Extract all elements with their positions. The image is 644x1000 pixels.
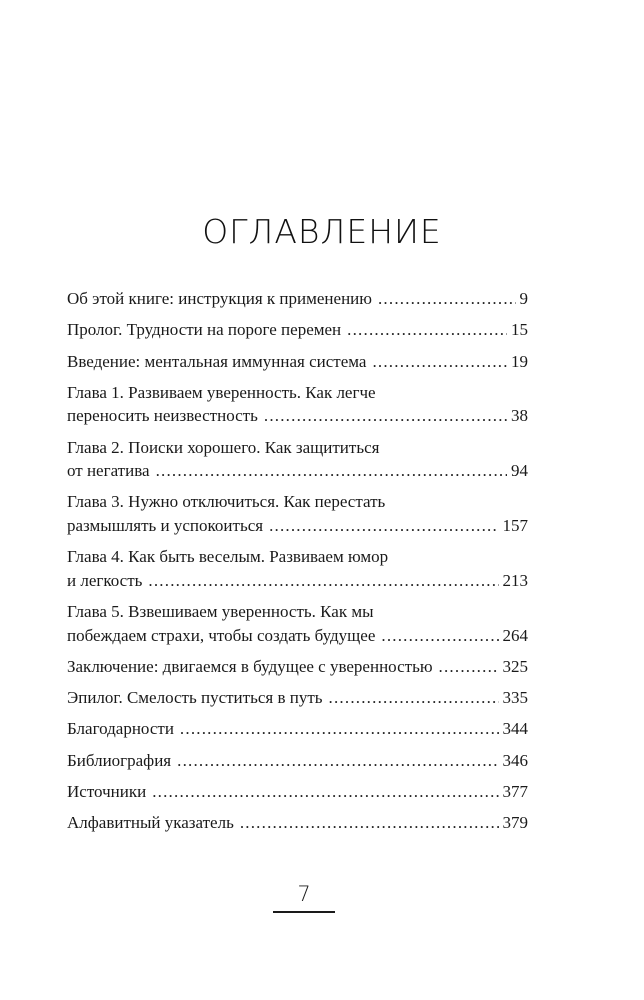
- toc-entry-page: 157: [502, 515, 528, 535]
- dot-leader: [148, 569, 498, 593]
- toc-entry-page: 344: [502, 719, 528, 739]
- dot-leader: [378, 287, 516, 311]
- toc-entry-page: 377: [502, 782, 528, 802]
- toc-entry-title: и легкость: [67, 570, 143, 590]
- toc-entry-title: Эпилог. Смелость пуститься в путь: [67, 688, 323, 708]
- toc-entry-title: Заключение: двигаемся в будущее с уверенностью: [67, 656, 433, 676]
- toc-entry-page: 19: [511, 351, 528, 371]
- dot-leader: [264, 404, 507, 428]
- toc-entry: [67, 717, 528, 741]
- toc-entry-title-line1: Глава 2. Поиски хорошего. Как защититься: [67, 437, 380, 457]
- toc-entry-title: Введение: ментальная иммунная система: [67, 351, 367, 371]
- dot-leader: [156, 459, 507, 483]
- toc-entry-page: 38: [511, 406, 528, 426]
- toc-entry-title: Пролог. Трудности на пороге перемен: [67, 320, 342, 340]
- toc-entry-title: Алфавитный указатель: [67, 813, 234, 833]
- toc-entry: [67, 490, 528, 537]
- toc-entry-page: 325: [502, 656, 528, 676]
- toc-entry: [67, 381, 528, 428]
- toc-entry-title: Благодарности: [67, 719, 174, 739]
- page-number: 7: [297, 882, 311, 906]
- toc-entry-page: 213: [502, 570, 528, 590]
- toc-entry-title-line1: Глава 4. Как быть веселым. Развиваем юмор: [67, 547, 389, 567]
- toc-entry: [67, 686, 528, 710]
- toc-entry-title: побеждаем страхи, чтобы создать будущее: [67, 625, 376, 645]
- dot-leader: [269, 514, 498, 538]
- dot-leader: [381, 624, 498, 648]
- toc-entry: [67, 655, 528, 679]
- toc-entry-page: 9: [519, 289, 528, 308]
- toc-entry: [67, 318, 528, 342]
- dot-leader: [439, 655, 499, 679]
- toc-entry-title-line1: Глава 3. Нужно отключиться. Как перестать: [67, 492, 386, 512]
- toc-entry-title-line1: Глава 1. Развиваем уверенность. Как легче: [67, 382, 376, 402]
- toc-entry: [67, 811, 528, 835]
- toc-entry-title-line1: Глава 5. Взвешиваем уверенность. Как мы: [67, 602, 374, 622]
- toc-entry-title: Библиография: [67, 750, 172, 770]
- toc-entry-title: размышлять и успокоиться: [67, 515, 264, 535]
- page-number-rule: [273, 911, 335, 913]
- toc-entry: [67, 749, 528, 773]
- dot-leader: [329, 686, 499, 710]
- dot-leader: [180, 717, 499, 741]
- toc-entry-title: от негатива: [67, 461, 150, 481]
- toc-entry-page: 379: [502, 813, 528, 833]
- toc-entry: [67, 600, 528, 647]
- toc-entry-page: 94: [511, 461, 528, 481]
- toc-entry: [67, 287, 528, 311]
- page-title: ОГЛАВЛЕНИЕ: [202, 212, 442, 251]
- toc-entry: [67, 545, 528, 592]
- toc-entry-title: Источники: [67, 782, 147, 802]
- toc-entry-page: 264: [502, 625, 528, 645]
- dot-leader: [372, 350, 507, 374]
- toc-entry: [67, 780, 528, 804]
- dot-leader: [152, 780, 498, 804]
- toc-entry: [67, 350, 528, 374]
- toc-entry: [67, 436, 528, 483]
- dot-leader: [347, 318, 507, 342]
- toc-entry-title: переносить неизвестность: [67, 406, 258, 426]
- table-of-contents: [67, 287, 528, 843]
- toc-entry-title: Об этой книге: инструкция к применению: [67, 289, 372, 308]
- dot-leader: [177, 749, 498, 773]
- toc-entry-page: 335: [502, 688, 528, 708]
- dot-leader: [240, 811, 499, 835]
- toc-entry-page: 346: [502, 750, 528, 770]
- toc-entry-page: 15: [511, 320, 528, 340]
